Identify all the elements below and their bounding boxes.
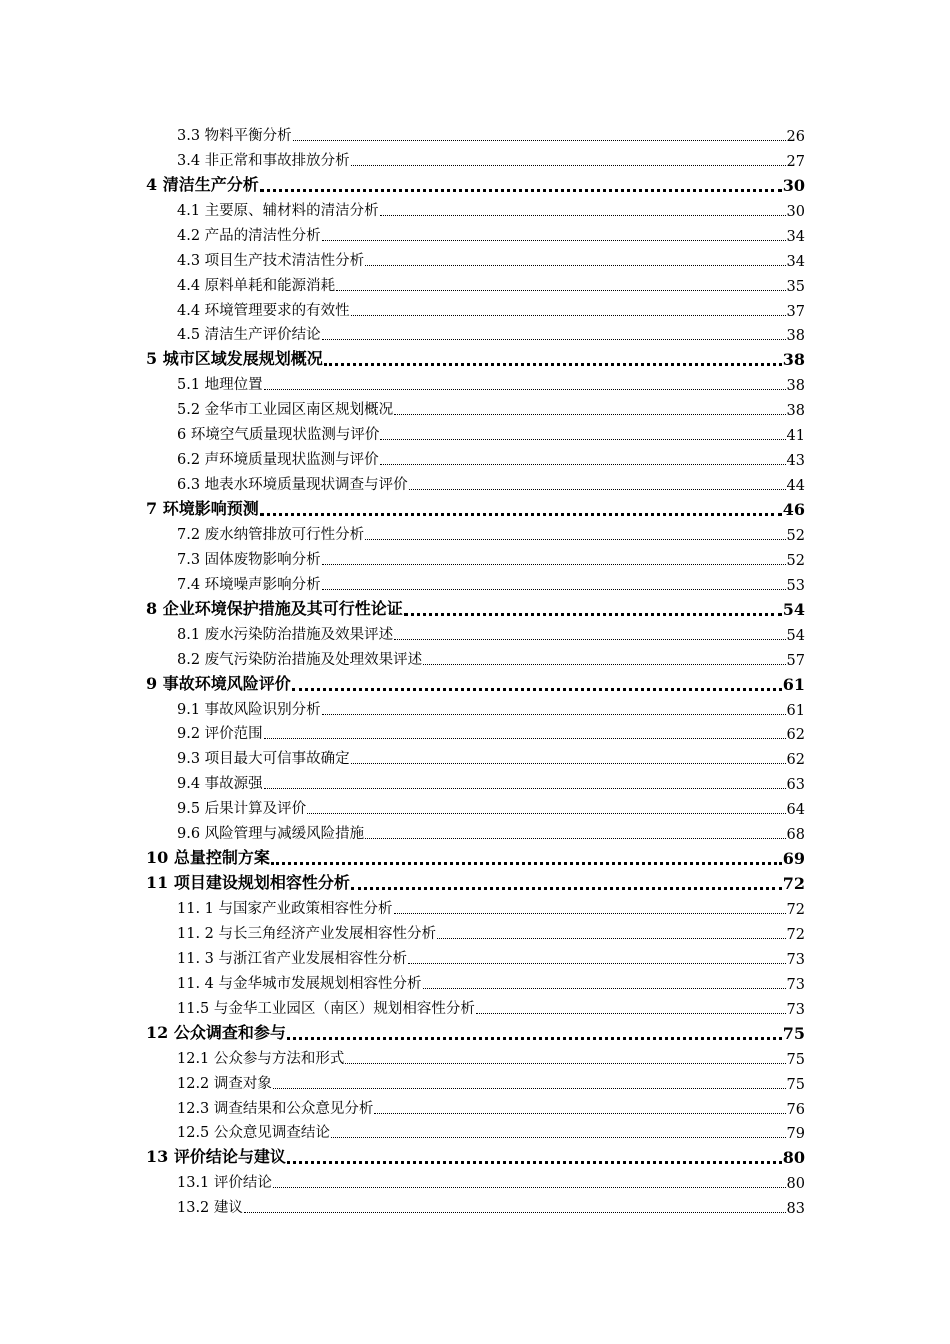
toc-section-entry[interactable] [0, 448, 950, 473]
toc-entry-title: 4.2 产品的清洁性分析 [177, 227, 321, 244]
toc-page-number: 73 [786, 976, 805, 993]
toc-section-entry[interactable] [0, 972, 950, 997]
toc-entry-title: 9.6 风险管理与减缓风险措施 [177, 826, 365, 843]
toc-entry-title: 6 环境空气质量现状监测与评价 [177, 427, 380, 444]
toc-dot-leader [307, 813, 785, 814]
toc-entry-title: 13.1 评价结论 [177, 1175, 272, 1192]
toc-dot-leader [322, 240, 786, 241]
toc-section-entry[interactable] [0, 373, 950, 398]
toc-dot-leader [351, 315, 786, 316]
toc-entry-title: 7.3 固体废物影响分析 [177, 551, 321, 568]
toc-page-number: 62 [786, 752, 805, 769]
toc-section-entry[interactable] [0, 149, 950, 174]
toc-section-entry[interactable] [0, 1122, 950, 1147]
table-of-contents [0, 124, 950, 1221]
toc-dot-leader [351, 763, 786, 764]
toc-entry-title: 9.5 后果计算及评价 [177, 801, 307, 818]
toc-page-number: 76 [786, 1101, 805, 1118]
toc-dot-leader [260, 189, 782, 192]
toc-entry-title: 3.4 非正常和事故排放分析 [177, 152, 350, 169]
toc-section-entry[interactable] [0, 723, 950, 748]
toc-section-entry[interactable] [0, 224, 950, 249]
toc-page-number: 61 [782, 674, 805, 694]
toc-page-number: 80 [786, 1176, 805, 1193]
toc-page-number: 44 [786, 478, 805, 495]
toc-page-number: 63 [786, 777, 805, 794]
toc-dot-leader [476, 1013, 786, 1014]
toc-dot-leader [394, 913, 786, 914]
toc-dot-leader [409, 489, 786, 490]
toc-dot-leader [322, 564, 786, 565]
toc-section-entry[interactable] [0, 822, 950, 847]
toc-dot-leader [380, 215, 786, 216]
toc-dot-leader [437, 938, 786, 939]
toc-section-entry[interactable] [0, 1072, 950, 1097]
toc-entry-title: 11. 4 与金华城市发展规划相容性分析 [177, 975, 422, 992]
toc-section-entry[interactable] [0, 897, 950, 922]
toc-section-entry[interactable] [0, 1171, 950, 1196]
toc-chapter-entry[interactable] [0, 872, 950, 897]
toc-entry-title: 11. 3 与浙江省产业发展相容性分析 [177, 950, 408, 967]
toc-page-number: 69 [782, 849, 805, 869]
toc-page-number: 27 [786, 153, 805, 170]
toc-page-number: 72 [786, 926, 805, 943]
toc-section-entry[interactable] [0, 747, 950, 772]
toc-dot-leader [287, 1037, 782, 1040]
toc-section-entry[interactable] [0, 947, 950, 972]
toc-dot-leader [394, 414, 785, 415]
toc-page-number: 72 [782, 874, 805, 894]
toc-entry-title: 5.1 地理位置 [177, 377, 263, 394]
toc-dot-leader [345, 1063, 785, 1064]
toc-dot-leader [273, 1187, 786, 1188]
toc-entry-title: 7 环境影响预测 [146, 499, 259, 518]
toc-entry-title: 11. 2 与长三角经济产业发展相容性分析 [177, 925, 437, 942]
toc-section-entry[interactable] [0, 1196, 950, 1221]
toc-chapter-entry[interactable] [0, 348, 950, 373]
toc-dot-leader [264, 788, 786, 789]
toc-entry-title: 13.2 建议 [177, 1200, 243, 1217]
toc-section-entry[interactable] [0, 772, 950, 797]
toc-entry-title: 12.2 调查对象 [177, 1075, 272, 1092]
toc-dot-leader [365, 539, 785, 540]
toc-dot-leader [351, 887, 782, 890]
toc-entry-title: 9.4 事故源强 [177, 776, 263, 793]
toc-dot-leader [322, 714, 786, 715]
toc-dot-leader [394, 639, 785, 640]
toc-dot-leader [292, 688, 782, 691]
toc-page-number: 26 [786, 128, 805, 145]
toc-page-number: 80 [782, 1148, 805, 1168]
toc-page-number: 43 [786, 453, 805, 470]
toc-section-entry[interactable] [0, 648, 950, 673]
toc-dot-leader [322, 589, 786, 590]
toc-entry-title: 12.3 调查结果和公众意见分析 [177, 1100, 374, 1117]
toc-page-number: 30 [782, 175, 805, 195]
toc-dot-leader [423, 988, 786, 989]
toc-page-number: 37 [786, 303, 805, 320]
toc-dot-leader [271, 862, 782, 865]
toc-entry-title: 13 评价结论与建议 [146, 1147, 286, 1167]
toc-dot-leader [404, 613, 782, 616]
toc-page-number: 57 [786, 652, 805, 669]
toc-section-entry[interactable] [0, 423, 950, 448]
toc-chapter-entry[interactable] [0, 1146, 950, 1171]
toc-dot-leader [293, 140, 786, 141]
toc-dot-leader [244, 1212, 786, 1213]
toc-entry-title: 4.3 项目生产技术清洁性分析 [177, 252, 365, 269]
toc-page-number: 41 [786, 428, 805, 445]
toc-chapter-entry[interactable] [0, 498, 950, 523]
toc-entry-title: 12.5 公众意见调查结论 [177, 1125, 330, 1142]
toc-section-entry[interactable] [0, 1047, 950, 1072]
toc-entry-title: 10 总量控制方案 [146, 848, 270, 868]
toc-page-number: 75 [786, 1051, 805, 1068]
toc-section-entry[interactable] [0, 324, 950, 349]
toc-page-number: 53 [786, 577, 805, 594]
toc-entry-title: 11.5 与金华工业园区（南区）规划相容性分析 [177, 1000, 475, 1017]
toc-entry-title: 4.4 原料单耗和能源消耗 [177, 277, 336, 294]
toc-dot-leader [273, 1088, 786, 1089]
toc-section-entry[interactable] [0, 797, 950, 822]
toc-entry-title: 7.2 废水纳管排放可行性分析 [177, 526, 365, 543]
toc-page-number: 38 [786, 328, 805, 345]
toc-entry-title: 3.3 物料平衡分析 [177, 127, 292, 144]
toc-page-number: 54 [782, 599, 805, 619]
toc-entry-title: 5.2 金华市工业园区南区规划概况 [177, 402, 394, 419]
toc-dot-leader [331, 1137, 786, 1138]
toc-chapter-entry[interactable] [0, 598, 950, 623]
toc-dot-leader [324, 363, 782, 366]
toc-section-entry[interactable] [0, 274, 950, 299]
toc-entry-title: 4.1 主要原、辅材料的清洁分析 [177, 202, 379, 219]
toc-entry-title: 9.3 项目最大可信事故确定 [177, 751, 350, 768]
toc-dot-leader [336, 290, 785, 291]
toc-entry-title: 4.4 环境管理要求的有效性 [177, 302, 350, 319]
toc-dot-leader [365, 838, 785, 839]
toc-entry-title: 9.2 评价范围 [177, 726, 263, 743]
toc-page-number: 35 [786, 278, 805, 295]
toc-dot-leader [287, 1161, 782, 1164]
toc-page-number: 54 [786, 627, 805, 644]
toc-dot-leader [264, 389, 786, 390]
toc-page-number: 83 [786, 1201, 805, 1218]
toc-section-entry[interactable] [0, 1097, 950, 1122]
toc-dot-leader [380, 439, 785, 440]
toc-page-number: 79 [786, 1126, 805, 1143]
toc-section-entry[interactable] [0, 573, 950, 598]
toc-section-entry[interactable] [0, 124, 950, 149]
toc-section-entry[interactable] [0, 548, 950, 573]
toc-page-number: 38 [786, 403, 805, 420]
toc-section-entry[interactable] [0, 299, 950, 324]
toc-page-number: 52 [786, 527, 805, 544]
toc-entry-title: 4 清洁生产分析 [146, 174, 259, 194]
toc-section-entry[interactable] [0, 199, 950, 224]
toc-chapter-entry[interactable] [0, 174, 950, 199]
toc-dot-leader [264, 738, 786, 739]
toc-section-entry[interactable] [0, 922, 950, 947]
toc-entry-title: 9.1 事故风险识别分析 [177, 701, 321, 718]
toc-entry-title: 7.4 环境噪声影响分析 [177, 576, 321, 593]
toc-page-number: 75 [786, 1076, 805, 1093]
toc-entry-title: 11. 1 与国家产业政策相容性分析 [177, 901, 393, 917]
toc-entry-title: 9 事故环境风险评价 [146, 673, 291, 693]
toc-page-number: 34 [786, 228, 805, 245]
toc-dot-leader [374, 1113, 785, 1114]
toc-section-entry[interactable] [0, 623, 950, 648]
toc-page-number: 73 [786, 1001, 805, 1018]
toc-entry-title: 5 城市区域发展规划概况 [146, 349, 323, 369]
toc-page-number: 75 [782, 1023, 805, 1043]
toc-page-number: 73 [786, 951, 805, 968]
toc-section-entry[interactable] [0, 249, 950, 274]
toc-dot-leader [322, 339, 786, 340]
toc-page-number: 30 [786, 203, 805, 220]
toc-page-number: 34 [786, 253, 805, 270]
toc-page-number: 64 [786, 802, 805, 819]
toc-page-number: 61 [786, 702, 805, 719]
toc-page-number: 62 [786, 727, 805, 744]
toc-section-entry[interactable] [0, 523, 950, 548]
toc-entry-title: 8.2 废气污染防治措施及处理效果评述 [177, 651, 423, 668]
toc-entry-title: 11 项目建设规划相容性分析 [146, 873, 350, 893]
toc-entry-title: 8 企业环境保护措施及其可行性论证 [146, 598, 403, 618]
toc-chapter-entry[interactable] [0, 1022, 950, 1047]
toc-entry-title: 4.5 清洁生产评价结论 [177, 327, 321, 344]
toc-entry-title: 12 公众调查和参与 [146, 1022, 286, 1042]
toc-entry-title: 8.1 废水污染防治措施及效果评述 [177, 626, 394, 643]
toc-section-entry[interactable] [0, 997, 950, 1022]
toc-dot-leader [365, 265, 785, 266]
toc-chapter-entry[interactable] [0, 673, 950, 698]
toc-entry-title: 12.1 公众参与方法和形式 [177, 1050, 345, 1067]
toc-page-number: 38 [786, 378, 805, 395]
toc-section-entry[interactable] [0, 698, 950, 723]
toc-dot-leader [423, 664, 785, 665]
toc-page-number: 38 [782, 350, 805, 370]
toc-section-entry[interactable] [0, 398, 950, 423]
toc-chapter-entry[interactable] [0, 847, 950, 872]
toc-page-number: 46 [782, 500, 805, 519]
toc-page-number: 72 [786, 902, 805, 918]
toc-page-number: 68 [786, 827, 805, 844]
toc-dot-leader [408, 963, 786, 964]
toc-entry-title: 6.2 声环境质量现状监测与评价 [177, 452, 379, 469]
toc-dot-leader [351, 165, 786, 166]
toc-section-entry[interactable] [0, 473, 950, 498]
toc-page-number: 52 [786, 552, 805, 569]
toc-dot-leader [260, 513, 782, 516]
toc-entry-title: 6.3 地表水环境质量现状调查与评价 [177, 477, 408, 494]
toc-dot-leader [380, 464, 786, 465]
